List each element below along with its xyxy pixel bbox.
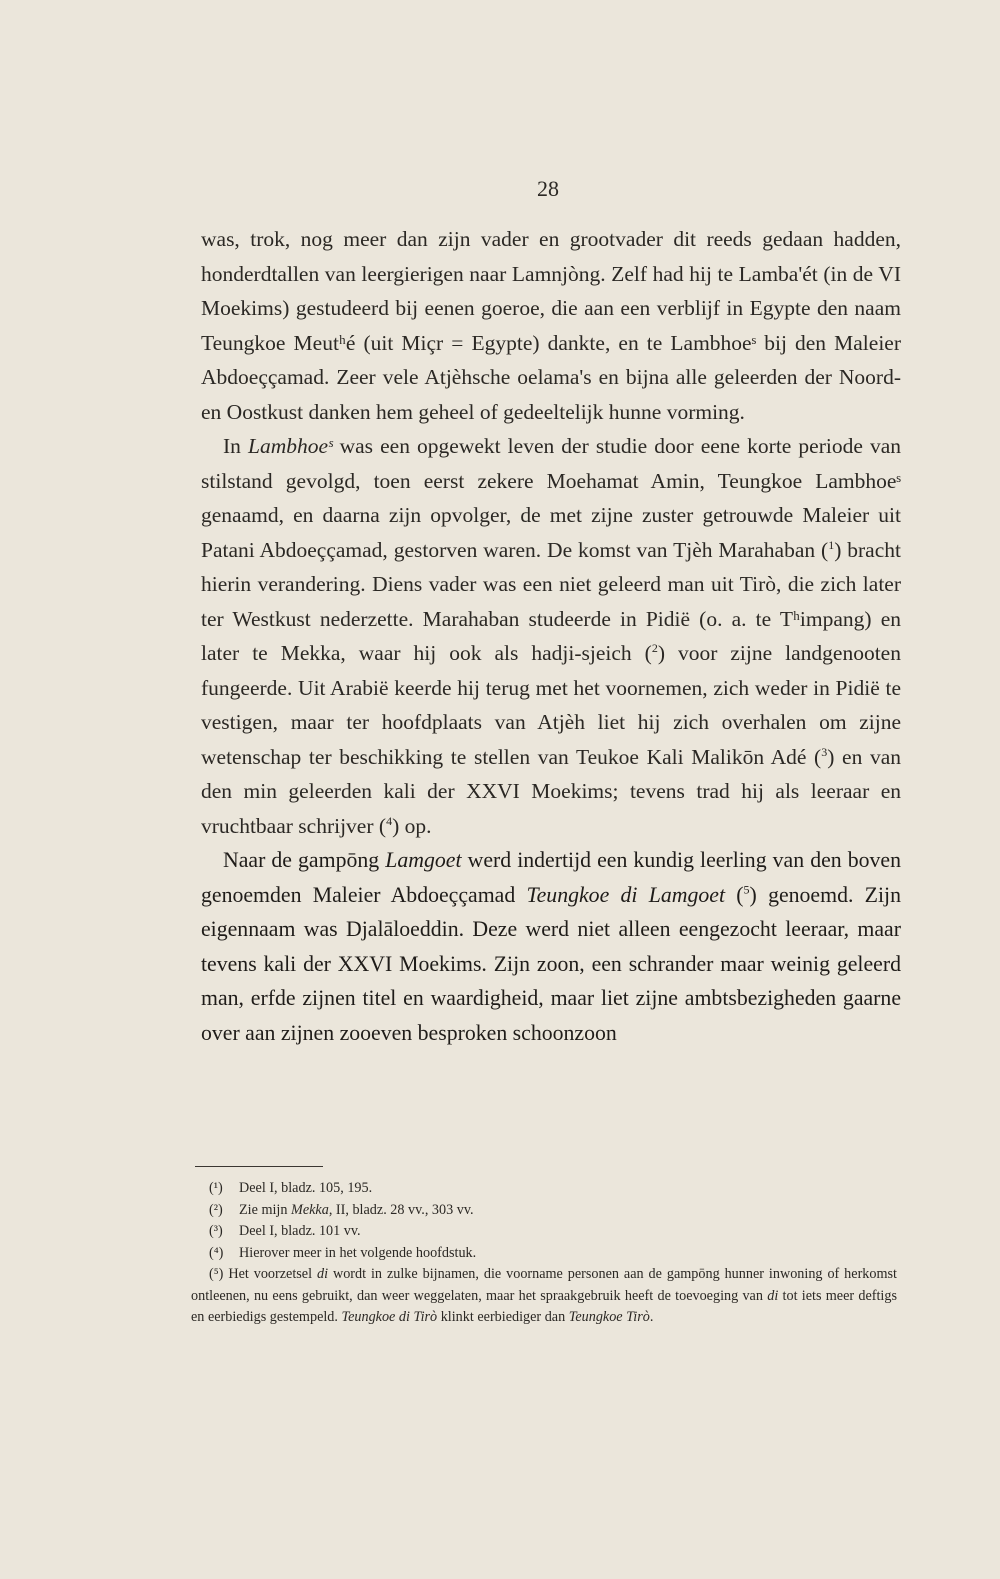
footnote-5-text-d: klinkt eerbiediger dan bbox=[437, 1309, 569, 1325]
footnote-1-text: Deel I, bladz. 105, 195. bbox=[239, 1180, 373, 1196]
footnote-5 bbox=[191, 1264, 897, 1329]
footnote-ref-4[interactable]: 4 bbox=[386, 813, 393, 828]
p2-text-f: ) op. bbox=[392, 813, 432, 838]
footnote-ref-1[interactable]: 1 bbox=[828, 537, 835, 552]
p2-place-name: Lambhoeˢ bbox=[247, 434, 333, 458]
main-text bbox=[201, 222, 901, 1050]
footnote-4-text: Hierover meer in het volgende hoofdstuk. bbox=[239, 1244, 477, 1261]
p2-text-a: In bbox=[223, 434, 248, 458]
footnote-5-italic-1: di bbox=[316, 1266, 329, 1282]
paragraph-1: was, trok, nog meer dan zijn vader en grootvader dit reeds gedaan hadden, honderdtallen van leergierigen naar Lamnjòng. Zelf had hij te Lamba'ét (in de VI Moekims) gestudeerd bij eenen goeroe, die aan een verblijf in Egypte den naam Teungkoe Meutʰé (uit Miçr = Egypte) dankte, en te Lambhoeˢ bij den Maleier Abdoeççamad. Zeer vele Atjèhsche oelama's en bijna alle geleerden der Noord- en Oostkust danken hem geheel of gedeeltelijk hunne vorming. bbox=[201, 227, 901, 424]
footnote-5-italic-4: Teungkoe Tirò bbox=[568, 1309, 650, 1325]
footnote-4-mark: (⁴) bbox=[209, 1244, 224, 1261]
footnote-2 bbox=[191, 1200, 897, 1222]
p3-text-a: Naar de gampōng bbox=[223, 848, 386, 872]
p3-text-c: ( bbox=[725, 882, 744, 907]
footnote-3-text: Deel I, bladz. 101 vv. bbox=[239, 1223, 361, 1239]
footnote-2-book-title: Mekka bbox=[291, 1201, 329, 1218]
footnote-2-mark: (²) bbox=[209, 1201, 223, 1218]
footnote-5-text-a: Het voorzetsel bbox=[223, 1266, 317, 1282]
footnotes bbox=[191, 1178, 897, 1329]
footnote-2-text-b: , II, bladz. 28 vv., 303 vv. bbox=[328, 1201, 474, 1218]
p3-text-b: werd indertijd een kundig leerling van den boven genoemden Maleier Abdoeççamad bbox=[201, 848, 901, 907]
footnote-2-text-a: Zie mijn bbox=[239, 1201, 292, 1218]
footnote-5-italic-2: di bbox=[767, 1287, 779, 1304]
footnote-5-text-c: tot iets meer deftigs en eerbiedigs gestempeld. bbox=[191, 1287, 897, 1325]
footnote-3 bbox=[191, 1221, 897, 1243]
footnote-5-mark: (⁵) bbox=[209, 1266, 224, 1282]
footnote-ref-5[interactable]: 5 bbox=[743, 882, 750, 897]
p3-title-name: Teungkoe di Lamgoet bbox=[526, 882, 726, 907]
paragraph-3 bbox=[201, 843, 901, 1050]
footnote-5-italic-3: Teungkoe di Tirò bbox=[341, 1309, 438, 1325]
footnote-1-mark: (¹) bbox=[209, 1180, 223, 1196]
footnote-ref-2[interactable]: 2 bbox=[651, 640, 658, 655]
p3-place-name: Lamgoet bbox=[385, 848, 462, 872]
p2-text-b: was een opgewekt leven der studie door eene korte periode van stilstand gevolgd, toen eerst zekere Moehamat Amin, Teungkoe Lambhoeˢ genaamd, en daarna zijn opvolger, de met zijne zuster getrouwde Maleier uit Patani Abdoeççamad, gestorven waren. De komst van Tjèh Marahaban ( bbox=[201, 434, 901, 562]
footnote-4 bbox=[191, 1243, 897, 1265]
p2-text-c: ) bracht hierin verandering. Diens vader was een niet geleerd man uit Tirò, die zich later ter Westkust nederzette. Marahaban studeerde in Pidië (o. a. te Tʰimpang) en later te Mekka, waar hij ook als hadji-sjeich ( bbox=[201, 537, 901, 665]
footnote-ref-3[interactable]: 3 bbox=[821, 744, 828, 759]
footnote-5-text-b: wordt in zulke bijnamen, die voorname personen aan de gampōng hunner inwoning of herkomst ontleenen, nu eens gebruikt, dan weer weggelaten, maar het spraakgebruik heeft de toevoeging van bbox=[191, 1266, 897, 1304]
p2-text-e: ) en van den min geleerden kali der XXVI Moekims; tevens trad hij als leeraar en vruchtbaar schrijver ( bbox=[201, 744, 901, 838]
paragraph-2 bbox=[201, 429, 901, 843]
footnote-divider bbox=[195, 1166, 323, 1167]
p2-text-d: ) voor zijne landgenooten fungeerde. Uit Arabië keerde hij terug met het voornemen, zich weder in Pidië te vestigen, maar ter hoofdplaats van Atjèh liet hij zich overhalen om zijne wetenschap ter beschikking te stellen van Teukoe Kali Malikōn Adé ( bbox=[201, 641, 901, 769]
footnote-5-text-e: . bbox=[649, 1309, 654, 1325]
page-number: 28 bbox=[537, 176, 559, 201]
p3-text-d: ) genoemd. Zijn eigennaam was Djalāloeddin. Deze werd niet alleen eengezocht leeraar, maar tevens kali der XXVI Moekims. Zijn zoon, een schrander maar weinig geleerd man, erfde zijnen titel en waardigheid, maar liet zijne ambtsbezigheden gaarne over aan zijnen zooeven besproken schoonzoon bbox=[201, 882, 901, 1045]
footnote-3-mark: (³) bbox=[209, 1223, 223, 1239]
footnote-1 bbox=[191, 1178, 897, 1200]
